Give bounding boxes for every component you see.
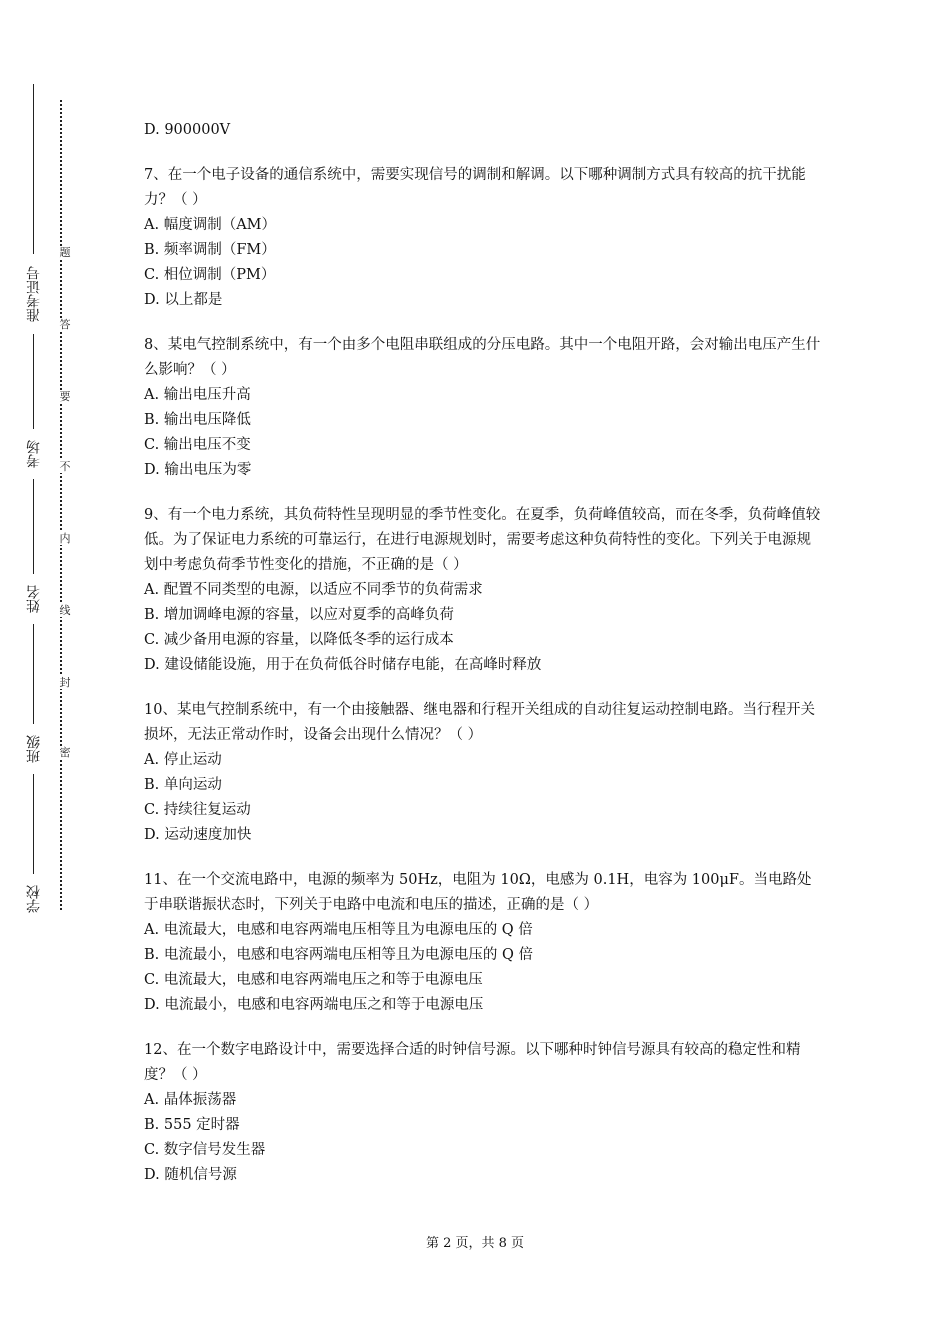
option-c: C. 相位调制（PM） (144, 267, 276, 283)
question-stem: 7、在一个电子设备的通信系统中，需要实现信号的调制和解调。以下哪种调制方式具有较高的抗干扰能力？（ ） (144, 167, 806, 208)
seal-char: 线 (59, 604, 71, 617)
seal-dotted-line (60, 100, 74, 910)
field-label-name: 姓名 (22, 574, 46, 624)
option-a: A. 输出电压升高 (144, 387, 251, 403)
question-stem: 9、有一个电力系统，其负荷特性呈现明显的季节性变化。在夏季，负荷峰值较高，而在冬季，负荷峰值较低。为了保证电力系统的可靠运行，在进行电源规划时，需要考虑这种负荷特性的变化。下列关于电源规划中考虑负荷季节性变化的措施，不正确的是（ ） (144, 507, 821, 573)
option-d: D. 以上都是 (144, 292, 223, 308)
question-stem: 8、某电气控制系统中，有一个由多个电阻串联组成的分压电路。其中一个电阻开路，会对输出电压产生什么影响？（ ） (144, 337, 821, 378)
option-c: C. 电流最大，电感和电容两端电压之和等于电源电压 (144, 972, 483, 988)
page-footer: 第 2 页，共 8 页 (425, 1236, 525, 1251)
question-stem: 10、某电气控制系统中，有一个由接触器、继电器和行程开关组成的自动往复运动控制电路。当行程开关损坏，无法正常动作时，设备会出现什么情况？（ ） (144, 702, 815, 743)
option-a: A. 停止运动 (144, 752, 222, 768)
binding-info-strip (22, 84, 46, 924)
question-list (144, 118, 824, 1208)
option-b: B. 555 定时器 (144, 1117, 240, 1133)
option-b: B. 单向运动 (144, 777, 222, 793)
option-d: D. 随机信号源 (144, 1167, 237, 1183)
option-c: C. 数字信号发生器 (144, 1142, 266, 1158)
question-7 (144, 163, 824, 313)
field-label-class: 班级 (22, 724, 46, 774)
option-a: A. 幅度调制（AM） (144, 217, 277, 233)
option-a: A. 晶体振荡器 (144, 1092, 237, 1108)
option-c: C. 减少备用电源的容量，以降低冬季的运行成本 (144, 632, 454, 648)
seal-char: 答 (59, 318, 71, 331)
option-c: C. 输出电压不变 (144, 437, 251, 453)
option-d: D. 建设储能设施，用于在负荷低谷时储存电能，在高峰时释放 (144, 657, 542, 673)
option-prev-question-d: D. 900000V (144, 122, 231, 138)
option-b: B. 增加调峰电源的容量，以应对夏季的高峰负荷 (144, 607, 454, 623)
option-a: A. 配置不同类型的电源，以适应不同季节的负荷需求 (144, 582, 483, 598)
question-stem: 12、在一个数字电路设计中，需要选择合适的时钟信号源。以下哪种时钟信号源具有较高的稳定性和精度？（ ） (144, 1042, 801, 1083)
field-label-school: 学校 (22, 874, 46, 924)
option-c: C. 持续往复运动 (144, 802, 251, 818)
question-10 (144, 698, 824, 848)
field-label-exam-room: 考场 (22, 429, 46, 479)
seal-char: 不 (59, 460, 71, 473)
option-d: D. 运动速度加快 (144, 827, 252, 843)
seal-char: 密 (59, 746, 71, 759)
option-b: B. 输出电压降低 (144, 412, 251, 428)
seal-char: 要 (59, 390, 71, 403)
question-11 (144, 868, 824, 1018)
field-label-exam-id: 准考证号 (22, 254, 46, 334)
seal-char: 内 (59, 532, 71, 545)
seal-char: 题 (59, 246, 71, 259)
seal-char: 封 (59, 676, 71, 689)
question-12 (144, 1038, 824, 1188)
option-a: A. 电流最大，电感和电容两端电压相等且为电源电压的 Q 倍 (144, 922, 533, 938)
option-b: B. 电流最小，电感和电容两端电压相等且为电源电压的 Q 倍 (144, 947, 533, 963)
binding-line (33, 84, 34, 924)
option-d: D. 输出电压为零 (144, 462, 252, 478)
option-d: D. 电流最小，电感和电容两端电压之和等于电源电压 (144, 997, 484, 1013)
question-9 (144, 503, 824, 678)
question-stem: 11、在一个交流电路中，电源的频率为 50Hz，电阻为 10Ω，电感为 0.1H，电容为 100μF。当电路处于串联谐振状态时，下列关于电路中电流和电压的描述，正确的是（ ） (144, 872, 812, 913)
option-b: B. 频率调制（FM） (144, 242, 276, 258)
question-8 (144, 333, 824, 483)
